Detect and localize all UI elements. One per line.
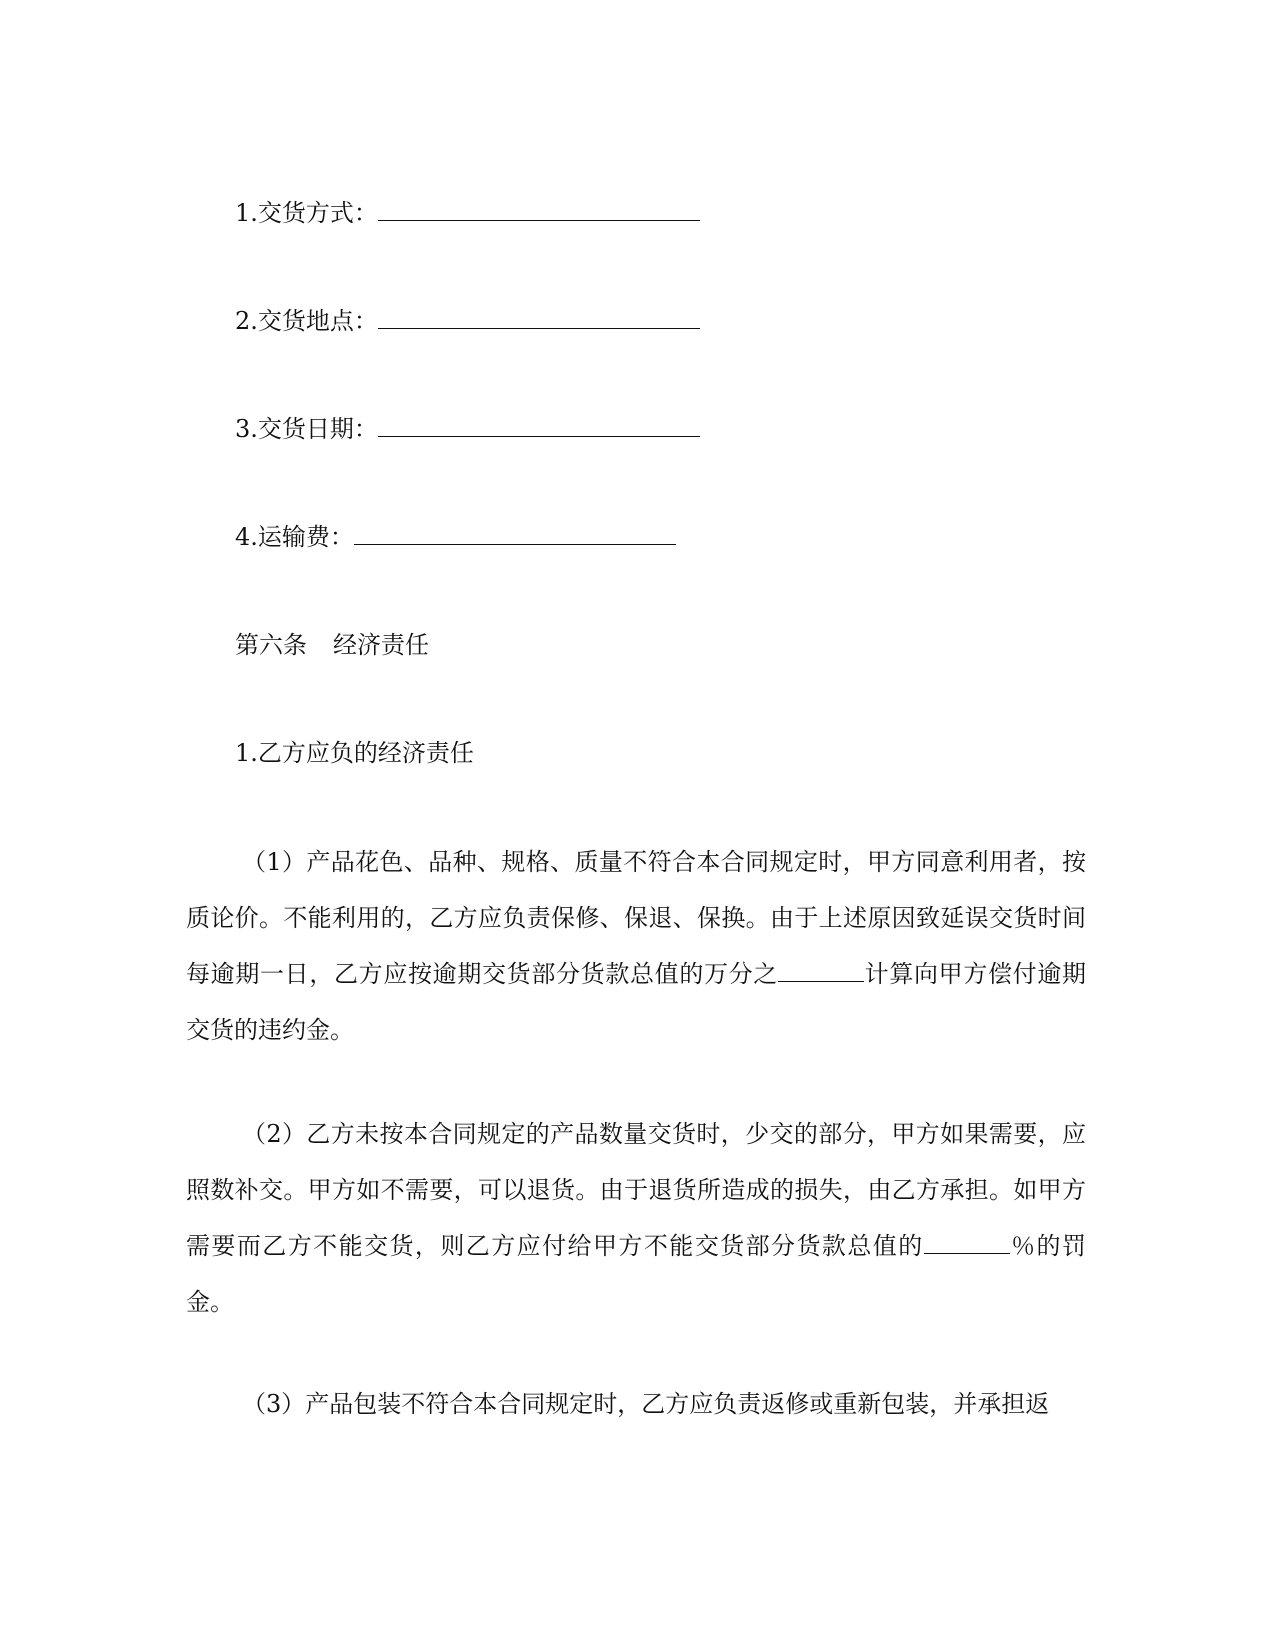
clause-2-text-a: （2）乙方未按本合同规定的产品数量交货时，少交的部分，甲方如果需要，应照数补交。甲方如不需要，可以退货。由于退货所造成的损失，由乙方承担。如甲方需要而乙方不能交货，则乙方应付给甲方不能交货部分货款总值的 (186, 1120, 1086, 1260)
article6-number: 第六条 (235, 631, 307, 659)
article6-subtitle: 1.乙方应负的经济责任 (235, 739, 474, 767)
article6-heading (235, 630, 429, 660)
clause-3-text: （3）产品包装不符合本合同规定时，乙方应负责返修或重新包装，并承担返 (242, 1390, 1050, 1418)
clause-1-text-a: （1）产品花色、品种、规格、质量不符合本合同规定时，甲方同意利用者，按质论价。不能利用的，乙方应负责保修、保退、保换。由于上述原因致延误交货时间每逾期一日，乙方应按逾期交货部分货款总值的万分之 (186, 848, 1086, 988)
delivery-method-row (235, 198, 700, 228)
clause-1 (186, 834, 1086, 1058)
freight-label: 4.运输费： (235, 523, 354, 551)
delivery-date-row (235, 414, 700, 444)
clause-2-blank[interactable] (924, 1233, 1010, 1254)
delivery-method-blank[interactable] (378, 198, 700, 221)
delivery-date-blank[interactable] (378, 414, 700, 437)
delivery-method-label: 1.交货方式： (235, 199, 378, 227)
delivery-location-row (235, 306, 700, 336)
article6-title: 经济责任 (333, 631, 429, 659)
freight-blank[interactable] (354, 522, 676, 545)
clause-2-text-b: ％的罚金。 (186, 1232, 1086, 1316)
freight-row (235, 522, 676, 552)
clause-2 (186, 1106, 1086, 1330)
clause-1-blank[interactable] (778, 961, 864, 982)
delivery-date-label: 3.交货日期： (235, 415, 378, 443)
delivery-location-label: 2.交货地点： (235, 307, 378, 335)
clause-1-text-b: 计算向甲方偿付逾期交货的违约金。 (186, 960, 1086, 1044)
clause-3 (186, 1376, 1086, 1432)
delivery-location-blank[interactable] (378, 306, 700, 329)
